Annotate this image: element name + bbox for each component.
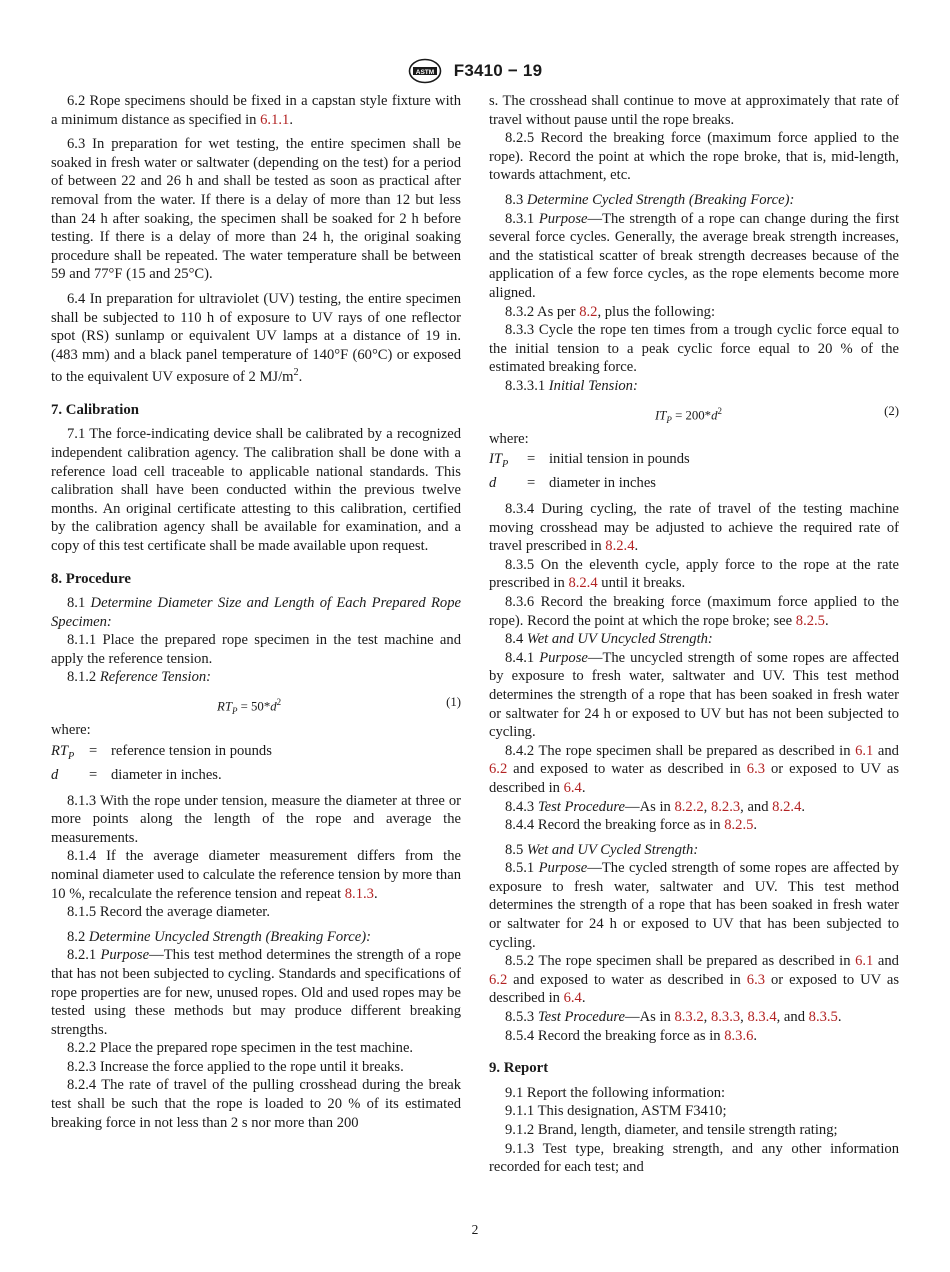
definition-row: $IT_P$ = initial tension in pounds <box>489 451 690 470</box>
para-8-5: 8.5 Wet and UV Cycled Strength: <box>505 841 699 858</box>
definitions-list <box>51 742 461 784</box>
para-8-1-5: 8.1.5 Record the average diameter. <box>67 904 271 921</box>
ref-8-2-3[interactable]: 8.2.3 <box>710 798 741 815</box>
where-label: where: <box>489 430 529 447</box>
ref-8-3-2[interactable]: 8.3.2 <box>674 1009 704 1026</box>
para-8-3-4: 8.3.4 During cycling, the rate of travel of the testing machine moving crosshead may be adjusted to achieve the required rate of travel prescribed in 8.2.4. <box>489 501 899 555</box>
para-8-3-3-1: 8.3.3.1 Initial Tension: <box>505 377 638 394</box>
left-column <box>51 92 461 1132</box>
para-8-3: 8.3 Determine Cycled Strength (Breaking Force): <box>505 191 795 208</box>
ref-6-2[interactable]: 6.2 <box>489 761 508 778</box>
para-8-2-2: 8.2.2 Place the prepared rope specimen in the test machine. <box>67 1040 414 1057</box>
ref-8-3-4[interactable]: 8.3.4 <box>747 1009 777 1026</box>
document-designation: F3410 − 19 <box>453 61 543 80</box>
para-8-1-2: 8.1.2 Reference Tension: <box>67 669 212 686</box>
para-6-2: 6.2 Rope specimens should be fixed in a capstan style fixture with a minimum distance as specified in 6.1.1. <box>51 93 461 128</box>
ref-6-1[interactable]: 6.1 <box>855 742 874 759</box>
ref-6-2[interactable]: 6.2 <box>489 971 508 988</box>
section-9-heading: 9. Report <box>489 1060 549 1077</box>
definition-row: d = diameter in inches. <box>51 766 222 783</box>
para-8-2-4-continued: s. The crosshead shall continue to move at approximately that rate of travel without pause until the rope breaks. <box>489 93 899 128</box>
ref-8-2-5[interactable]: 8.2.5 <box>795 612 825 629</box>
para-8-3-6: 8.3.6 Record the breaking force (maximum force applied to the rope). Record the point at which the rope broke; see 8.2.5. <box>489 593 899 629</box>
ref-8-2-4[interactable]: 8.2.4 <box>772 798 802 815</box>
para-9-1-3: 9.1.3 Test type, breaking strength, and any other information recorded for each test; and <box>489 1140 899 1176</box>
ref-6-1[interactable]: 6.1 <box>855 953 874 970</box>
para-8-5-1: 8.5.1 Purpose—The cycled strength of some ropes are affected by exposure to fresh water, saltwater and UV. This test method determines the strength of a rope that has been soaked in fresh water or saltwater for 24 h or exposed to UV that has been subjected to cycling. <box>489 860 899 951</box>
para-8-2: 8.2 Determine Uncycled Strength (Breaking Force): <box>67 928 371 945</box>
ref-8-3-5[interactable]: 8.3.5 <box>808 1009 838 1026</box>
ref-6-4[interactable]: 6.4 <box>563 990 582 1007</box>
para-8-4-1: 8.4.1 Purpose—The uncycled strength of some ropes are affected by exposure to fresh water, saltwater and UV. This test method determines the strength of a rope that has been soaked in fresh water or saltwater for 24 h or exposed to UV but has not been subjected to cycling. <box>489 649 899 741</box>
section-7-heading: 7. Calibration <box>51 401 139 418</box>
para-8-3-2: 8.3.2 As per 8.2, plus the following: <box>505 303 715 320</box>
para-8-2-1: 8.2.1 Purpose—This test method determines the strength of a rope that has not been subjected to cycling. Standards and specifications of rope properties are for new, unused ropes. Old and used ropes may be tested using these methods but may produce different breaking strengths. <box>51 947 462 1038</box>
para-8-1-3: 8.1.3 With the rope under tension, measure the diameter at three or more points along the length of the rope and average the measurements. <box>51 792 461 846</box>
right-column <box>489 92 899 1177</box>
para-8-4: 8.4 Wet and UV Uncycled Strength: <box>505 631 713 648</box>
para-8-2-5: 8.2.5 Record the breaking force (maximum force applied to the rope). Record the point at which the rope broke, that is, mid-length, towards attachment, etc. <box>489 130 899 184</box>
para-8-5-2: 8.5.2 The rope specimen shall be prepared as described in 6.1 and 6.2 and exposed to water as described in 6.3 or exposed to UV as described in 6.4. <box>489 953 900 1007</box>
definition-row: d = diameter in inches <box>489 475 656 491</box>
para-8-2-4: 8.2.4 The rate of travel of the pulling crosshead during the break test shall be such that the rope is loaded to 20 % of its estimated breaking force in not less than 2 s nor more than 200 <box>51 1077 461 1131</box>
para-8-4-4: 8.4.4 Record the breaking force as in 8.2.5. <box>505 817 758 834</box>
ref-6-3[interactable]: 6.3 <box>746 761 766 778</box>
para-8-3-3: 8.3.3 Cycle the rope ten times from a trough cyclic force equal to the initial tension to a peak cyclic force equal to 20 % of the estimated breaking force. <box>489 322 899 376</box>
para-8-5-3: 8.5.3 Test Procedure—As in 8.3.2, 8.3.3, 8.3.4, and 8.3.5. <box>505 1009 842 1026</box>
equation-number: (1) <box>446 695 461 710</box>
para-8-4-3: 8.4.3 Test Procedure—As in 8.2.2, 8.2.3, and 8.2.4. <box>505 798 806 815</box>
para-6-4: 6.4 In preparation for ultraviolet (UV) testing, the entire specimen shall be subjected to 110 h of exposure to UV rays of one reflector spot (RS) sunlamp or equivalent UV lamps at a distance of 19 in. (483 mm) and a black panel temperature of 140°F (60°C) or exposed to the equivalent UV exposure of 2 $MJ/m^2$. <box>51 290 461 386</box>
para-8-1-1: 8.1.1 Place the prepared rope specimen in the test machine and apply the reference tension. <box>51 632 461 667</box>
ref-8-3-6[interactable]: 8.3.6 <box>724 1027 754 1044</box>
ref-8-2-5[interactable]: 8.2.5 <box>724 817 754 834</box>
para-8-5-4: 8.5.4 Record the breaking force as in 8.3.6. <box>505 1027 758 1044</box>
ref-8-2[interactable]: 8.2 <box>579 303 598 320</box>
ref-8-2-4[interactable]: 8.2.4 <box>568 575 598 592</box>
ref-6-1-1[interactable]: 6.1.1 <box>260 111 290 128</box>
definitions-list <box>489 450 899 492</box>
ref-8-1-3[interactable]: 8.1.3 <box>344 885 374 902</box>
para-8-1-4: 8.1.4 If the average diameter measurement differs from the nominal diameter used to calculate the reference tension by more than 10 %, recalculate the reference tension and repeat 8.1.3. <box>51 848 461 902</box>
para-8-2-3: 8.2.3 Increase the force applied to the rope until it breaks. <box>67 1058 404 1075</box>
ref-6-4[interactable]: 6.4 <box>563 779 582 796</box>
astm-logo-icon <box>408 58 442 84</box>
equation-number: (2) <box>884 403 899 418</box>
para-8-1: 8.1 Determine Diameter Size and Length of Each Prepared Rope Specimen: <box>51 595 461 630</box>
para-8-3-5: 8.3.5 On the eleventh cycle, apply force to the rope at the rate prescribed in 8.2.4 until it breaks. <box>489 556 899 592</box>
svg-text:ASTM: ASTM <box>415 68 434 76</box>
definition-row: $RT_P$ = reference tension in pounds <box>51 742 272 762</box>
ref-8-2-2[interactable]: 8.2.2 <box>674 798 704 815</box>
where-label: where: <box>51 722 91 739</box>
equation-2: $IT_P = 200*d^2$ (2) <box>655 403 899 425</box>
para-9-1: 9.1 Report the following information: <box>505 1084 726 1101</box>
para-6-3: 6.3 In preparation for wet testing, the entire specimen shall be soaked in fresh water or saltwater (depending on the test) for a period of between 22 and 26 h and shall be tested as soon as practical after removal from the water. If there is a delay of more than 12 but less than 24 h after soaking, the specimen shall be soaked for 2 h before testing. If there is a delay of more than 24 h, the original soaking procedure shall be repeated. The water temperature shall be between 59 and 77°F (15 and 25°C). <box>51 136 461 283</box>
section-8-heading: 8. Procedure <box>51 570 131 587</box>
page-header <box>0 58 950 84</box>
para-9-1-2: 9.1.2 Brand, length, diameter, and tensile strength rating; <box>505 1122 838 1138</box>
para-8-3-1: 8.3.1 Purpose—The strength of a rope can change during the first several force cycles. Generally, the average break strength increases, and the statistical scatter of break strength decreases because of the application of a few force cycles, as the rope elements become more aligned. <box>489 210 900 301</box>
page-number: 2 <box>471 1222 479 1237</box>
para-7-1: 7.1 The force-indicating device shall be calibrated by a recognized independent calibration agency. The calibration shall be done with a reference load cell traceable to applicable national standards. This calibration shall have been conducted within the previous twelve months. An original certificate attesting to this calibration, certified by the calibration agency shall be available for examination, and a copy of this test certificate shall be made available upon request. <box>51 426 461 554</box>
ref-8-3-3[interactable]: 8.3.3 <box>710 1009 741 1026</box>
equation-1: $RT_P = 50*d^2$ (1) <box>217 695 461 716</box>
para-9-1-1: 9.1.1 This designation, ASTM F3410; <box>505 1103 727 1120</box>
ref-8-2-4[interactable]: 8.2.4 <box>605 538 635 555</box>
ref-6-3[interactable]: 6.3 <box>746 971 766 988</box>
para-8-4-2: 8.4.2 The rope specimen shall be prepared as described in 6.1 and 6.2 and exposed to water as described in 6.3 or exposed to UV as described in 6.4. <box>489 742 900 796</box>
